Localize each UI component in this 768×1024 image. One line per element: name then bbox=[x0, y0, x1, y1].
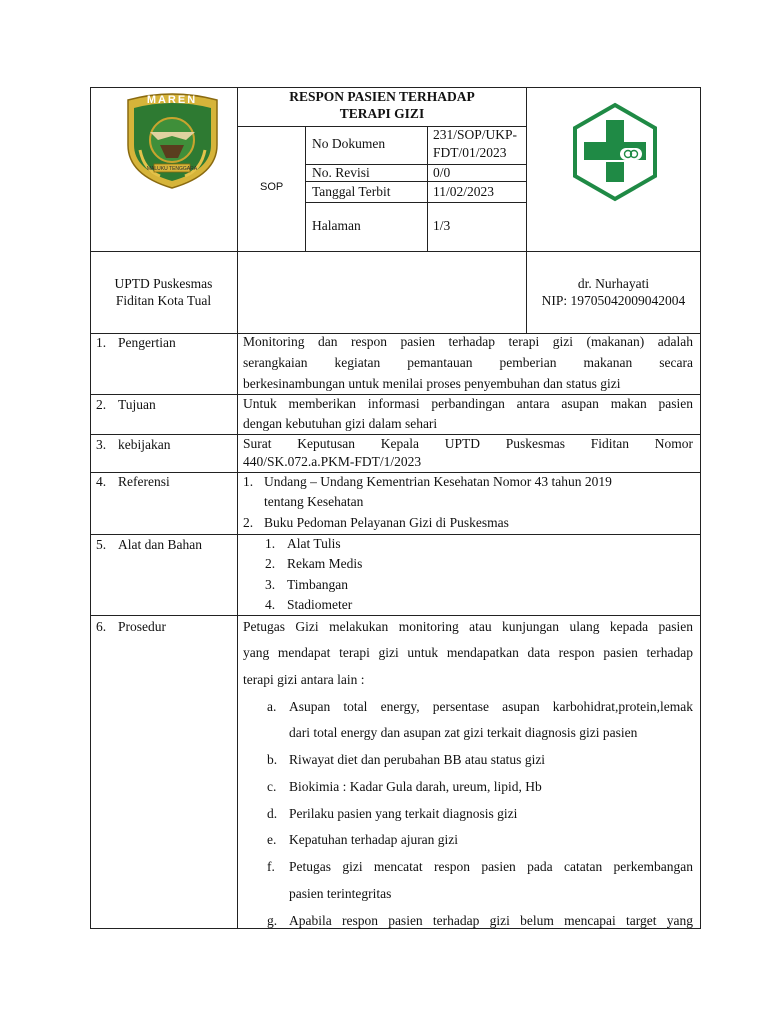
signer-nip: NIP: 19705042009042004 bbox=[541, 293, 686, 308]
maren-shield-icon bbox=[120, 90, 225, 190]
section-label: Alat dan Bahan bbox=[118, 537, 202, 552]
section-text-line: Monitoring dan respon pasien terhadap terapi gizi (makanan) adalah bbox=[243, 334, 693, 349]
procedure-letter: c. bbox=[267, 779, 277, 794]
section-text-line: Untuk memberikan informasi perbandingan antara asupan makan pasien bbox=[243, 396, 693, 411]
procedure-text: pasien terintegritas bbox=[289, 886, 392, 901]
procedure-text: dari total energy dan asupan zat gizi terkait diagnosis gizi pasien bbox=[289, 725, 638, 740]
org-line1: UPTD Puskesmas bbox=[114, 276, 213, 291]
logo-top-text: MAREN bbox=[146, 94, 198, 106]
section-number: 2. bbox=[96, 397, 107, 412]
terbit-value: 11/02/2023 bbox=[433, 184, 495, 199]
procedure-letter: b. bbox=[267, 752, 278, 767]
procedure-letter: d. bbox=[267, 806, 278, 821]
halaman-label: Halaman bbox=[312, 218, 361, 233]
sop-label: SOP bbox=[260, 181, 284, 193]
section-text-line: terapi gizi antara lain : bbox=[243, 672, 365, 687]
list-item-text: Timbangan bbox=[287, 577, 349, 592]
procedure-letter: g. bbox=[267, 913, 278, 928]
procedure-text: Kepatuhan terhadap ajuran gizi bbox=[289, 832, 459, 847]
signer-name: dr. Nurhayati bbox=[577, 276, 650, 291]
section-number: 3. bbox=[96, 437, 107, 452]
title-line2: TERAPI GIZI bbox=[339, 106, 425, 121]
terbit-label: Tanggal Terbit bbox=[312, 184, 391, 199]
section-number: 5. bbox=[96, 537, 107, 552]
title-line1: RESPON PASIEN TERHADAP bbox=[289, 89, 475, 104]
section-label: Referensi bbox=[118, 474, 170, 489]
section-label: Tujuan bbox=[118, 397, 156, 412]
list-item-text: Undang – Undang Kementrian Kesehatan Nomor 43 tahun 2019 bbox=[264, 474, 612, 489]
list-item-text: Buku Pedoman Pelayanan Gizi di Puskesmas bbox=[264, 515, 509, 530]
section-number: 6. bbox=[96, 619, 107, 634]
section-text-line: berkesinambungan untuk menilai proses penyembuhan dan status gizi bbox=[243, 376, 621, 391]
list-item-number: 2. bbox=[265, 556, 276, 571]
section-label: Prosedur bbox=[118, 619, 166, 634]
doc-no-value-line1: 231/SOP/UKP- bbox=[433, 127, 518, 142]
logo-bottom-text: MALUKU TENGGARA bbox=[146, 166, 198, 172]
procedure-text: Apabila respon pasien terhadap gizi belum mencapai target yang bbox=[289, 913, 693, 928]
section-number: 4. bbox=[96, 474, 107, 489]
procedure-letter: f. bbox=[267, 859, 275, 874]
list-item-number: 1. bbox=[243, 474, 254, 489]
doc-no-value-line2: FDT/01/2023 bbox=[433, 145, 507, 160]
section-text-line: dengan kebutuhan gizi dalam sehari bbox=[243, 416, 438, 431]
list-item-text: Alat Tulis bbox=[287, 536, 341, 551]
org-line2: Fiditan Kota Tual bbox=[115, 293, 212, 308]
list-item-number: 4. bbox=[265, 597, 276, 612]
section-text-line: Petugas Gizi melakukan monitoring atau kunjungan ulang kepada pasien bbox=[243, 619, 693, 634]
procedure-text: Asupan total energy, persentase asupan karbohidrat,protein,lemak bbox=[289, 699, 693, 714]
procedure-letter: e. bbox=[267, 832, 277, 847]
puskesmas-cross-icon bbox=[570, 102, 660, 202]
section-text-line: serangkaian kegiatan pemantauan pemberian makanan secara bbox=[243, 355, 693, 370]
section-label: Pengertian bbox=[118, 335, 176, 350]
procedure-text: Biokimia : Kadar Gula darah, ureum, lipid, Hb bbox=[289, 779, 542, 794]
list-item-text: Rekam Medis bbox=[287, 556, 363, 571]
procedure-letter: a. bbox=[267, 699, 277, 714]
doc-no-label: No Dokumen bbox=[312, 136, 386, 151]
maren-logo bbox=[120, 90, 225, 190]
procedure-text: Petugas gizi mencatat respon pasien pada catatan perkembangan bbox=[289, 859, 693, 874]
section-label: kebijakan bbox=[118, 437, 171, 452]
revisi-value: 0/0 bbox=[433, 165, 451, 180]
list-item-number: 2. bbox=[243, 515, 254, 530]
list-item-number: 3. bbox=[265, 577, 276, 592]
section-text-line: Surat Keputusan Kepala UPTD Puskesmas Fiditan Nomor bbox=[243, 436, 693, 451]
puskesmas-logo bbox=[570, 102, 660, 202]
list-item-text: tentang Kesehatan bbox=[264, 494, 364, 509]
procedure-text: Perilaku pasien yang terkait diagnosis gizi bbox=[289, 806, 518, 821]
list-item-number: 1. bbox=[265, 536, 276, 551]
revisi-label: No. Revisi bbox=[312, 165, 370, 180]
list-item-text: Stadiometer bbox=[287, 597, 353, 612]
section-text-line: 440/SK.072.a.PKM-FDT/1/2023 bbox=[243, 454, 422, 469]
section-text-line: yang mendapat terapi gizi untuk mendapatkan data respon pasien terhadap bbox=[243, 645, 693, 660]
section-number: 1. bbox=[96, 335, 107, 350]
procedure-text: Riwayat diet dan perubahan BB atau status gizi bbox=[289, 752, 546, 767]
halaman-value: 1/3 bbox=[433, 218, 451, 233]
